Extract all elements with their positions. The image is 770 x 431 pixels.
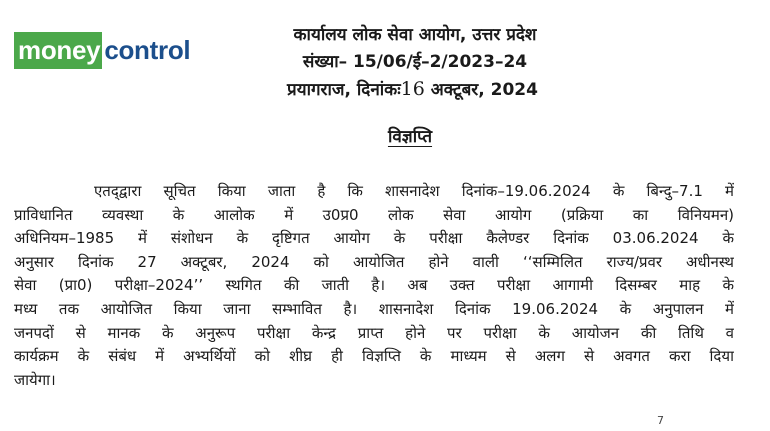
office-header <box>0 22 770 103</box>
office-name: कार्यालय लोक सेवा आयोग, उत्तर प्रदेश <box>293 25 537 45</box>
place-date <box>0 76 770 103</box>
body-line: जायेगा। <box>14 370 56 389</box>
body-line: सेवा (प्रा0) परीक्षा–2024’’ स्थगित की जाती है। अब उक्त परीक्षा आगामी दिसम्बर माह के <box>14 276 734 295</box>
body-line: एतद्‌द्वारा सूचित किया जाता है कि शासनादेश दिनांक–19.06.2024 के बिन्दु–7.1 में <box>94 182 734 200</box>
handwritten-day: 16 <box>400 78 425 100</box>
corner-mark: 7 <box>657 414 664 427</box>
notice-title <box>0 124 770 147</box>
notice-title-text: विज्ञप्ति <box>387 127 433 147</box>
reference-number: संख्या– 15/06/ई–2/2023–24 <box>302 52 528 72</box>
notice-body <box>14 180 734 392</box>
body-line: कार्यक्रम के संबंध में अभ्यर्थियों को शीघ्र ही विज्ञप्ति के माध्यम से अलग से अवगत करा दिया <box>14 347 734 366</box>
body-line: जनपदों से मानक के अनुरूप परीक्षा केन्द्र प्राप्त होने पर परीक्षा के आयोजन की तिथि व <box>14 323 734 342</box>
logo-control-text: control <box>102 32 192 69</box>
body-line: प्राविधानित व्यवस्था के आलोक में उ0प्र0 लोक सेवा आयोग (प्रक्रिया का विनियमन) <box>14 205 734 224</box>
body-line: अनुसार दिनांक 27 अक्टूबर, 2024 को आयोजित होने वाली ‘‘सम्मिलित राज्य/प्रवर अधीनस्थ <box>14 252 734 271</box>
place-date-prefix: प्रयागराज, दिनांकः <box>287 80 401 100</box>
logo-money-text: money <box>14 32 102 69</box>
body-line: मध्य तक आयोजित किया जाना सम्भावित है। शासनादेश दिनांक 19.06.2024 के अनुपालन में <box>14 299 734 318</box>
place-date-suffix: अक्टूबर, 2024 <box>424 80 538 100</box>
body-line: अधिनियम–1985 में संशोधन के दृष्टिगत आयोग के परीक्षा कैलेण्डर दिनांक 03.06.2024 के <box>14 229 734 248</box>
